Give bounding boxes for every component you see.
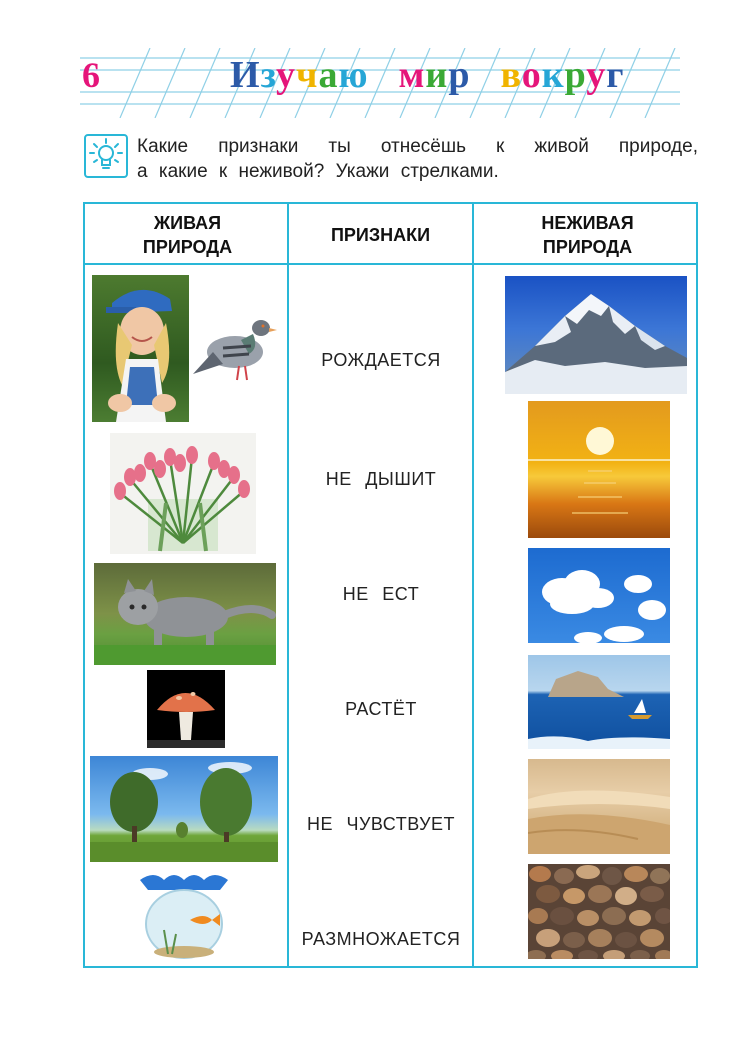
- pebbles-photo: [528, 864, 670, 959]
- title-word: [399, 53, 471, 97]
- clouds-photo: [528, 548, 670, 643]
- task-line-2: а какие к неживой? Укажи стрелками.: [137, 161, 499, 182]
- task-instruction: [84, 134, 698, 184]
- title-word: [500, 53, 624, 97]
- task-line-1: Какие признаки ты отнесёшь к живой природе,: [137, 136, 698, 157]
- column-header-signs: ПРИЗНАКИ: [330, 225, 431, 245]
- column-header-living: ЖИВАЯ ПРИРОДА: [142, 213, 233, 257]
- title-letter: у: [586, 54, 607, 96]
- column-header-nonliving: НЕЖИВАЯ ПРИРОДА: [541, 213, 634, 257]
- desert-photo: [528, 759, 670, 854]
- title-letter: в: [500, 54, 522, 96]
- sunset-photo: [528, 401, 670, 538]
- title-letter: к: [541, 54, 565, 96]
- title-letter: ч: [296, 54, 319, 96]
- sign-item: РАЗМНОЖАЕТСЯ: [301, 929, 461, 949]
- sign-item: НЕ ДЫШИТ: [325, 469, 437, 489]
- page-header: [80, 48, 680, 118]
- sign-item: НЕ ЕСТ: [342, 584, 420, 604]
- mountain-photo: [505, 276, 687, 394]
- lightbulb-icon: [84, 134, 128, 178]
- title-letter: и: [425, 54, 449, 96]
- sea-island-photo: [528, 655, 670, 749]
- sign-item: РАСТЁТ: [345, 699, 417, 719]
- header-divider: [85, 263, 696, 265]
- girl-photo: [92, 275, 189, 422]
- title-letter: м: [398, 54, 426, 96]
- title-letter: ю: [338, 54, 369, 96]
- trees-photo: [90, 756, 278, 862]
- title-letter: у: [276, 54, 297, 96]
- title-letter: р: [564, 54, 587, 96]
- aquarium-photo: [120, 870, 248, 962]
- page-title: [230, 53, 625, 97]
- tulips-photo: [110, 433, 256, 554]
- page-number: 6: [82, 55, 100, 95]
- title-word: [230, 53, 369, 97]
- title-letter: о: [521, 54, 542, 96]
- mushroom-photo: [147, 670, 225, 748]
- title-letter: з: [260, 54, 277, 96]
- title-letter: г: [606, 54, 625, 96]
- title-letter: а: [318, 54, 339, 96]
- task-text: [137, 134, 698, 184]
- title-letter: И: [230, 54, 261, 96]
- title-letter: р: [448, 54, 471, 96]
- sign-item: НЕ ЧУВСТВУЕТ: [306, 814, 456, 834]
- classification-table: [83, 202, 698, 968]
- kitten-photo: [94, 563, 276, 665]
- sign-item: РОЖДАЕТСЯ: [321, 350, 441, 370]
- pigeon-photo: [193, 308, 279, 386]
